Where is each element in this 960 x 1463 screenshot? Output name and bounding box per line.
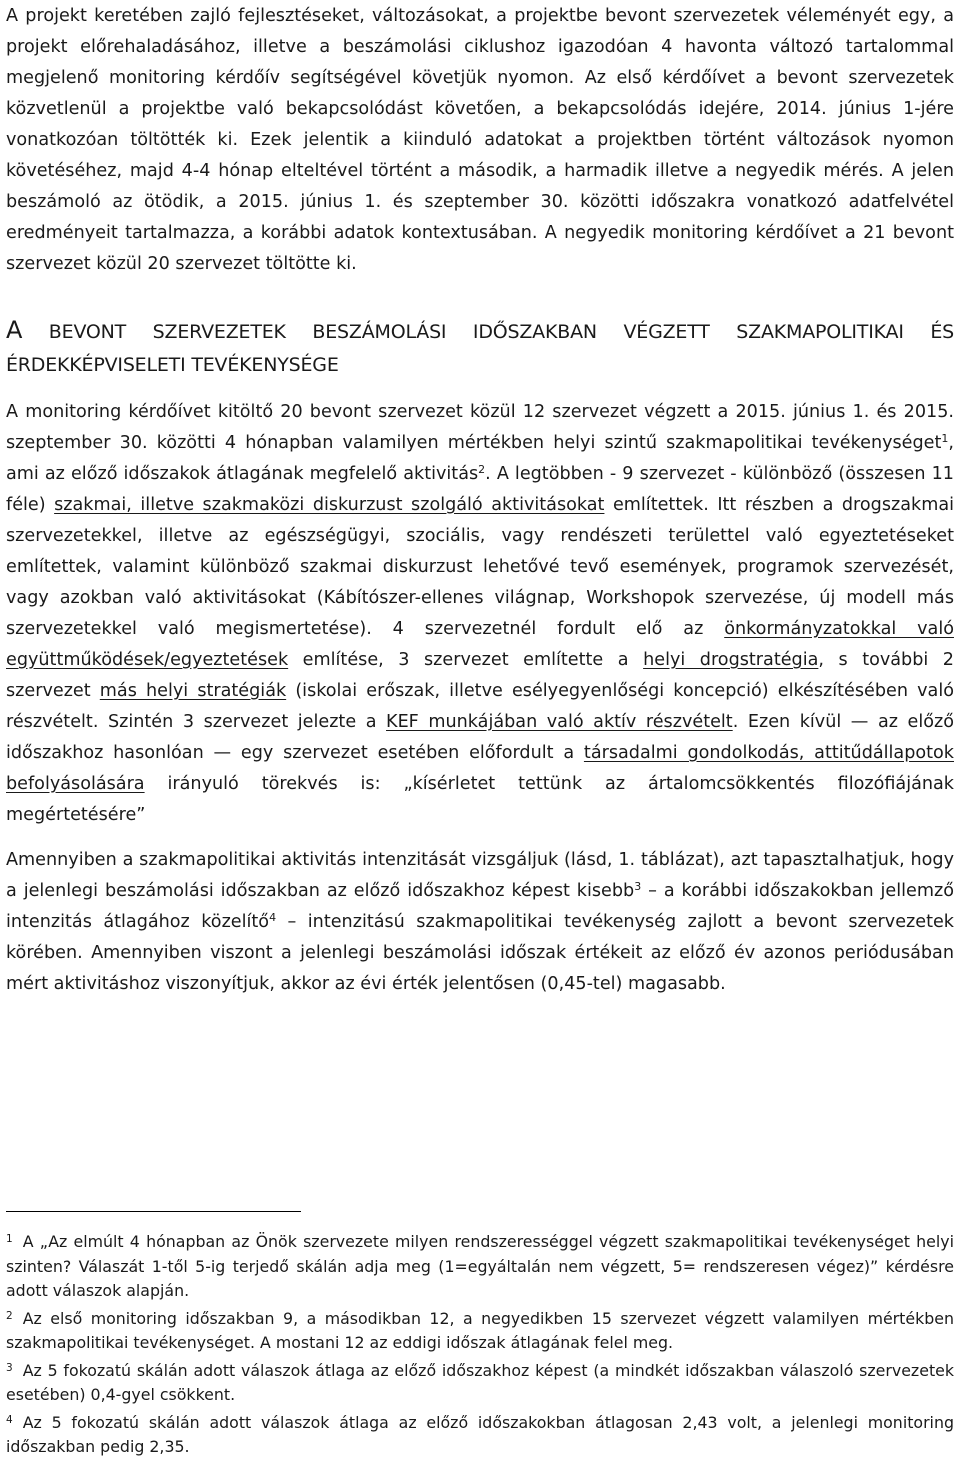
text-run: A monitoring kérdőívet kitöltő 20 bevont szervezet közül 12 szervezet végzett a 2015. június 1. és 2015. szeptember 30. közötti 4 hónapban valamilyen mértékben helyi szintű szakmapolitikai tevékenységet [6, 402, 954, 453]
intensity-paragraph [6, 845, 954, 1000]
text-run: – a korábbi időszakokban jellemző intenzitás átlagához közelítő [6, 881, 954, 932]
section-heading [6, 314, 954, 382]
heading-text: BEVONT SZERVEZETEK BESZÁMOLÁSI IDŐSZAKBAN VÉGZETT SZAKMAPOLITIKAI ÉS ÉRDEKKÉPVISELETI TEVÉKENYSÉGE [6, 321, 954, 376]
underlined-phrase: más helyi stratégiák [99, 681, 287, 701]
text-run: irányuló törekvés is: „kísérletet tettünk az ártalomcsökkentés filozófiájának megértetésére” [6, 774, 954, 825]
text-run: , ami az előző időszakok átlagának megfelelő aktivitás [6, 433, 954, 484]
footnotes [6, 1230, 954, 1463]
footnote-ref-1[interactable]: 1 [941, 432, 949, 445]
text-run: . A legtöbben - 9 szervezet - különböző (összesen 11 féle) [6, 464, 954, 515]
document-page [6, 0, 955, 1456]
underlined-phrase: szakmai, illetve szakmaközi diskurzust szolgáló aktivitásokat [54, 495, 605, 515]
footnote-number: 3 [6, 1361, 13, 1374]
heading-initial: A [6, 316, 23, 344]
underlined-phrase: helyi drogstratégia [643, 650, 819, 670]
text-run: . Ezen kívül — az előző időszakhoz hasonlóan — egy szervezet esetében előfordult a [6, 712, 954, 763]
text-run: , s további 2 szervezet [6, 650, 954, 701]
text-run: Amennyiben a szakmapolitikai aktivitás intenzitását vizsgáljuk (lásd, 1. táblázat), azt tapasztalhatjuk, hogy a jelenlegi beszámolási időszakban az előző időszakhoz képest kisebb [6, 850, 954, 901]
footnote-2 [6, 1307, 954, 1356]
text-run: – intenzitású szakmapolitikai tevékenység zajlott a bevont szervezetek körében. Amennyiben viszont a jelenlegi beszámolási időszak értékeit az előző év azonos periódusában mért aktivitáshoz viszonyítjuk, akkor az évi érték jelentősen (0,45-tel) magasabb. [6, 912, 954, 994]
footnote-text: Az első monitoring időszakban 9, a másodikban 12, a negyedikben 15 szervezet végzett valamilyen mértékben szakmapolitikai tevékenységet. A mostani 12 az eddigi időszak átlagának felel meg. [6, 1308, 954, 1352]
footnote-number: 4 [6, 1413, 13, 1426]
footnote-ref-3[interactable]: 3 [634, 880, 642, 893]
underlined-phrase: KEF munkájában való aktív részvételt [386, 712, 733, 732]
footnote-ref-2[interactable]: 2 [478, 463, 486, 476]
footnote-3 [6, 1359, 954, 1408]
footnote-number: 1 [6, 1233, 13, 1245]
footnote-text: Az 5 fokozatú skálán adott válaszok átlaga az előző időszakokban átlagosan 2,43 volt, a jelenlegi monitoring időszakban pedig 2,35. [6, 1412, 954, 1456]
footnote-text: Az 5 fokozatú skálán adott válaszok átlaga az előző időszakhoz képest (a mindkét időszakban válaszoló szervezetek esetében) 0,4-gyel csökkent. [6, 1360, 954, 1404]
footnote-number: 2 [6, 1309, 13, 1322]
underlined-phrase: önkormányzatokkal való együttműködések/egyeztetések [6, 619, 954, 670]
text-run: (iskolai erőszak, illetve esélyegyenlőségi koncepció) elkészítésében való részvételt. Szintén 3 szervezet jelezte a [6, 681, 954, 732]
footnote-4 [6, 1411, 954, 1460]
footnote-1 [6, 1230, 954, 1304]
activity-paragraph [6, 397, 954, 831]
intro-paragraph: A projekt keretében zajló fejlesztéseket, változásokat, a projektbe bevont szervezetek véleményét egy, a projekt előrehaladásához, illetve a beszámolási ciklushoz igazodóan 4 havonta változó tartalommal megjelenő monitoring kérdőív segítségével követjük nyomon. Az első kérdőívet a bevont szervezetek közvetlenül a projektbe való bekapcsolódást követően, a bekapcsolódás idejére, 2014. június 1-jére vonatkozóan töltötték ki. Ezek jelentik a kiinduló adatokat a projektben történt változások nyomon követéséhez, majd 4-4 hónap elteltével történt a második, a harmadik illetve a negyedik mérés. A jelen beszámoló az ötödik, a 2015. június 1. és szeptember 30. közötti időszakra vonatkozó adatfelvétel eredményeit tartalmazza, a korábbi adatok kontextusában. A negyedik monitoring kérdőívet a 21 bevont szervezet közül 20 szervezet töltötte ki. [6, 6, 954, 274]
text-run: említése, 3 szervezet említette a [288, 650, 644, 670]
footnote-text: A „Az elmúlt 4 hónapban az Önök szervezete milyen rendszerességgel végzett szakmapolitikai tevékenységet helyi szinten? Válaszát 1-től 5-ig terjedő skálán adja meg (1=egyáltalán nem végzett, 5= rendszeresen végez)” kérdésre adott válaszok alapján. [6, 1232, 954, 1300]
footnote-ref-4[interactable]: 4 [269, 911, 277, 924]
footnote-separator [6, 1211, 301, 1212]
underlined-phrase: társadalmi gondolkodás, attitűdállapotok befolyásolására [6, 743, 954, 794]
text-run: említettek. Itt részben a drogszakmai szervezetekkel, illetve az egészségügyi, szociális, vagy rendészeti területtel való egyeztetéseket említettek, valamint különböző szakmai diskurzust lehetővé tevő események, programok szervezését, vagy azokban való aktivitásokat (Kábítószer-ellenes világnap, Workshopok szervezése, új modell más szervezetekkel való megismertetése). 4 szervezetnél fordult elő az [6, 495, 955, 639]
